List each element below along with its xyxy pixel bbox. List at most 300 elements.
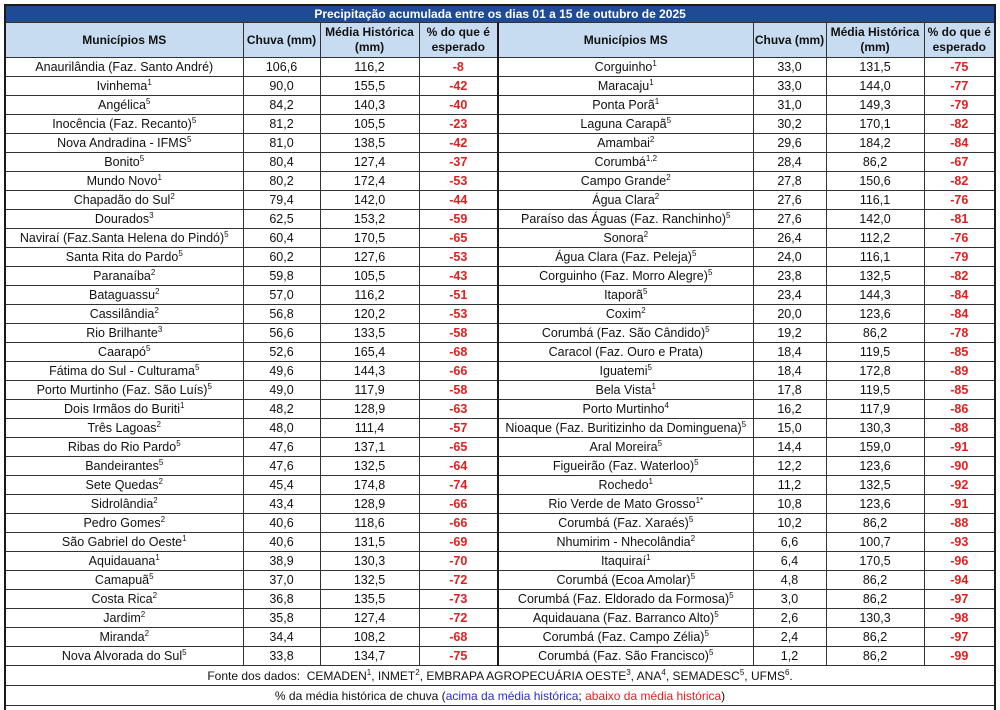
source-footnote-marker: 2	[641, 306, 645, 315]
percent-expected-value: -66	[419, 362, 498, 381]
media-historica-value: 127,4	[320, 153, 419, 172]
municipio-label: Nioaque (Faz. Buritizinho da Dominguena)	[505, 421, 741, 435]
chuva-value: 2,4	[753, 628, 826, 647]
source-name: SEMADESC	[672, 669, 739, 683]
bottom-row	[5, 706, 995, 710]
table-row	[5, 153, 995, 172]
media-historica-value: 172,8	[826, 362, 924, 381]
media-historica-value: 165,4	[320, 343, 419, 362]
chuva-value: 24,0	[753, 248, 826, 267]
municipio-name	[5, 533, 243, 552]
source-footnote-marker: 1	[649, 78, 653, 87]
percent-expected-value: -64	[419, 457, 498, 476]
source-footnote-marker: 1	[180, 401, 184, 410]
header-media-line2: (mm)	[860, 40, 889, 54]
percent-expected-value: -68	[419, 628, 498, 647]
municipio-label: Itaporã	[604, 288, 643, 302]
municipio-label: Corumbá (Ecoa Amolar)	[556, 573, 690, 587]
municipio-name	[5, 58, 243, 77]
source-footnote-marker: 5	[740, 668, 744, 677]
source-footnote-marker: 5	[726, 211, 730, 220]
percent-expected-value: -98	[924, 609, 995, 628]
table-row	[5, 419, 995, 438]
municipio-name	[5, 438, 243, 457]
media-historica-value: 130,3	[826, 609, 924, 628]
media-historica-value: 117,9	[320, 381, 419, 400]
media-historica-value: 144,3	[826, 286, 924, 305]
municipio-label: Iguatemi	[600, 364, 648, 378]
source-name: ANA	[637, 669, 662, 683]
municipio-name	[5, 172, 243, 191]
source-footnote-marker: 5	[648, 363, 652, 372]
chuva-value: 12,2	[753, 457, 826, 476]
municipio-name	[498, 628, 753, 647]
source-footnote-marker: 1	[182, 534, 186, 543]
source-footnote-marker: 4	[665, 401, 669, 410]
chuva-value: 80,4	[243, 153, 320, 172]
source-footnote-marker: 1	[652, 59, 656, 68]
source-footnote-marker: 5	[692, 249, 696, 258]
media-historica-value: 86,2	[826, 324, 924, 343]
percent-expected-value: -42	[419, 77, 498, 96]
municipio-label: Aral Moreira	[589, 440, 657, 454]
chuva-value: 26,4	[753, 229, 826, 248]
municipio-name	[498, 514, 753, 533]
chuva-value: 60,2	[243, 248, 320, 267]
source-list	[307, 669, 793, 683]
chuva-value: 3,0	[753, 590, 826, 609]
percent-expected-value: -68	[419, 343, 498, 362]
media-historica-value: 140,3	[320, 96, 419, 115]
percent-expected-value: -81	[924, 210, 995, 229]
chuva-value: 37,0	[243, 571, 320, 590]
legend-suffix: )	[721, 689, 725, 703]
municipio-name	[5, 305, 243, 324]
table-row	[5, 495, 995, 514]
legend-above-average: acima da média histórica	[446, 689, 579, 703]
source-separator: ,	[744, 669, 751, 683]
media-historica-value: 86,2	[826, 647, 924, 666]
source-footnote-marker: 3	[158, 325, 162, 334]
media-historica-value: 128,9	[320, 495, 419, 514]
table-row	[5, 58, 995, 77]
municipio-name	[5, 343, 243, 362]
municipio-name	[498, 153, 753, 172]
header-pct-line2: esperado	[933, 40, 986, 54]
media-historica-value: 123,6	[826, 305, 924, 324]
chuva-value: 27,6	[753, 191, 826, 210]
municipio-name	[498, 172, 753, 191]
media-historica-value: 132,5	[826, 476, 924, 495]
source-footnote-marker: 1	[649, 477, 653, 486]
source-footnote-marker: 1	[147, 78, 151, 87]
table-row	[5, 438, 995, 457]
source-footnote-marker: 5	[658, 439, 662, 448]
percent-expected-value: -99	[924, 647, 995, 666]
source-row	[5, 666, 995, 686]
media-historica-value: 116,2	[320, 286, 419, 305]
percent-expected-value: -85	[924, 343, 995, 362]
source-footnote-marker: 2	[153, 591, 157, 600]
header-chuva-right: Chuva (mm)	[753, 23, 826, 58]
source-footnote-marker: 2	[650, 135, 654, 144]
municipio-label: Anaurilândia (Faz. Santo André)	[35, 60, 213, 74]
table-row	[5, 267, 995, 286]
municipio-name	[5, 628, 243, 647]
media-historica-value: 127,6	[320, 248, 419, 267]
chuva-value: 18,4	[753, 343, 826, 362]
chuva-value: 30,2	[753, 115, 826, 134]
source-footnote-marker: 2	[655, 192, 659, 201]
chuva-value: 29,6	[753, 134, 826, 153]
municipio-label: Ponta Porã	[592, 98, 655, 112]
chuva-value: 23,4	[753, 286, 826, 305]
chuva-value: 36,8	[243, 590, 320, 609]
municipio-label: Angélica	[98, 98, 146, 112]
municipio-name	[5, 571, 243, 590]
media-historica-value: 120,2	[320, 305, 419, 324]
source-footnote-marker: 5	[207, 382, 211, 391]
chuva-value: 49,0	[243, 381, 320, 400]
header-media-left	[320, 23, 419, 58]
municipio-label: Porto Murtinho	[583, 402, 665, 416]
chuva-value: 15,0	[753, 419, 826, 438]
chuva-value: 48,0	[243, 419, 320, 438]
source-footnote-marker: 5	[704, 629, 708, 638]
percent-expected-value: -97	[924, 628, 995, 647]
chuva-value: 33,8	[243, 647, 320, 666]
color-legend	[5, 686, 995, 706]
municipio-name	[498, 191, 753, 210]
percent-expected-value: -93	[924, 533, 995, 552]
media-historica-value: 132,5	[826, 267, 924, 286]
source-footnote-marker: 5	[224, 230, 228, 239]
municipio-name	[498, 362, 753, 381]
source-footnote-marker: 3	[626, 668, 630, 677]
municipio-label: Nova Alvorada do Sul	[62, 649, 182, 663]
source-footnote-marker: 1	[652, 382, 656, 391]
percent-expected-value: -44	[419, 191, 498, 210]
data-sources	[5, 666, 995, 686]
source-footnote-marker: 5	[140, 154, 144, 163]
municipio-name	[5, 647, 243, 666]
media-historica-value: 142,0	[320, 191, 419, 210]
municipio-label: Água Clara (Faz. Peleja)	[555, 250, 692, 264]
media-historica-value: 116,1	[826, 248, 924, 267]
municipio-name	[498, 571, 753, 590]
municipio-name	[498, 400, 753, 419]
municipio-name	[5, 115, 243, 134]
table-row	[5, 476, 995, 495]
municipio-name	[498, 381, 753, 400]
media-historica-value: 131,5	[320, 533, 419, 552]
source-footnote-marker: 5	[714, 610, 718, 619]
table-row	[5, 286, 995, 305]
media-historica-value: 170,5	[320, 229, 419, 248]
table-row	[5, 134, 995, 153]
percent-expected-value: -86	[924, 400, 995, 419]
source-separator: .	[789, 669, 792, 683]
municipio-name	[498, 457, 753, 476]
media-historica-value: 86,2	[826, 590, 924, 609]
municipio-name	[498, 438, 753, 457]
table-row	[5, 571, 995, 590]
municipio-label: Nhumirim - Nhecolândia	[556, 535, 690, 549]
media-historica-value: 153,2	[320, 210, 419, 229]
municipio-label: Corumbá	[594, 155, 645, 169]
title-row	[5, 5, 995, 23]
header-municipios-right: Municípios MS	[498, 23, 753, 58]
municipio-name	[498, 495, 753, 514]
municipio-name	[5, 419, 243, 438]
municipio-name	[5, 552, 243, 571]
table-bottom-edge	[5, 706, 995, 710]
media-historica-value: 116,2	[320, 58, 419, 77]
percent-expected-value: -23	[419, 115, 498, 134]
percent-expected-value: -53	[419, 172, 498, 191]
media-historica-value: 86,2	[826, 153, 924, 172]
header-media-right	[826, 23, 924, 58]
media-historica-value: 132,5	[320, 571, 419, 590]
percent-expected-value: -40	[419, 96, 498, 115]
source-footnote-marker: 2	[415, 668, 419, 677]
municipio-name	[498, 229, 753, 248]
source-footnote-marker: 5	[689, 515, 693, 524]
municipio-label: Fátima do Sul - Culturama	[49, 364, 195, 378]
municipio-label: Santa Rita do Pardo	[66, 250, 179, 264]
percent-expected-value: -84	[924, 134, 995, 153]
municipio-label: Miranda	[99, 630, 144, 644]
header-media-line1: Média Histórica	[831, 25, 920, 39]
chuva-value: 17,8	[753, 381, 826, 400]
chuva-value: 106,6	[243, 58, 320, 77]
table-row	[5, 77, 995, 96]
header-pct-right	[924, 23, 995, 58]
source-footnote-marker: 5	[182, 648, 186, 657]
percent-expected-value: -37	[419, 153, 498, 172]
media-historica-value: 149,3	[826, 96, 924, 115]
percent-expected-value: -84	[924, 286, 995, 305]
municipio-name	[498, 58, 753, 77]
media-historica-value: 118,6	[320, 514, 419, 533]
source-footnote-marker: 1	[157, 173, 161, 182]
source-footnote-marker: 1	[367, 668, 371, 677]
municipio-name	[5, 229, 243, 248]
table-row	[5, 381, 995, 400]
municipio-label: Corumbá (Faz. Campo Zélia)	[543, 630, 705, 644]
header-media-line1: Média Histórica	[325, 25, 414, 39]
chuva-value: 4,8	[753, 571, 826, 590]
media-historica-value: 128,9	[320, 400, 419, 419]
municipio-name	[498, 305, 753, 324]
header-row	[5, 23, 995, 58]
chuva-value: 47,6	[243, 457, 320, 476]
media-historica-value: 144,0	[826, 77, 924, 96]
percent-expected-value: -96	[924, 552, 995, 571]
percent-expected-value: -97	[924, 590, 995, 609]
chuva-value: 6,4	[753, 552, 826, 571]
municipio-name	[5, 191, 243, 210]
source-footnote-marker: 2	[159, 477, 163, 486]
table-row	[5, 647, 995, 666]
percent-expected-value: -78	[924, 324, 995, 343]
source-footnote-marker: 2	[141, 610, 145, 619]
table-row	[5, 628, 995, 647]
municipio-label: Dourados	[95, 212, 149, 226]
percent-expected-value: -90	[924, 457, 995, 476]
municipio-label: São Gabriel do Oeste	[62, 535, 182, 549]
media-historica-value: 135,5	[320, 590, 419, 609]
municipio-label: Rio Brilhante	[86, 326, 158, 340]
municipio-name	[498, 533, 753, 552]
municipio-label: Paraíso das Águas (Faz. Ranchinho)	[521, 212, 726, 226]
header-pct-line2: esperado	[432, 40, 485, 54]
chuva-value: 60,4	[243, 229, 320, 248]
media-historica-value: 138,5	[320, 134, 419, 153]
municipio-label: Cassilândia	[90, 307, 155, 321]
chuva-value: 20,0	[753, 305, 826, 324]
municipio-name	[498, 77, 753, 96]
table-row	[5, 305, 995, 324]
municipio-label: Bonito	[104, 155, 139, 169]
chuva-value: 56,6	[243, 324, 320, 343]
media-historica-value: 155,5	[320, 77, 419, 96]
source-separator: ,	[631, 669, 637, 683]
municipio-label: Corumbá (Faz. São Cândido)	[542, 326, 705, 340]
chuva-value: 23,8	[753, 267, 826, 286]
percent-expected-value: -67	[924, 153, 995, 172]
chuva-value: 45,4	[243, 476, 320, 495]
municipio-name	[5, 324, 243, 343]
chuva-value: 11,2	[753, 476, 826, 495]
media-historica-value: 123,6	[826, 495, 924, 514]
municipio-name	[5, 400, 243, 419]
percent-expected-value: -57	[419, 419, 498, 438]
source-footnote-marker: 5	[691, 572, 695, 581]
municipio-label: Jardim	[103, 611, 141, 625]
table-row	[5, 96, 995, 115]
municipio-name	[498, 343, 753, 362]
percent-expected-value: -73	[419, 590, 498, 609]
media-historica-value: 86,2	[826, 514, 924, 533]
media-historica-value: 137,1	[320, 438, 419, 457]
source-footnote-marker: 5	[159, 458, 163, 467]
percent-expected-value: -53	[419, 248, 498, 267]
chuva-value: 1,2	[753, 647, 826, 666]
media-historica-value: 133,5	[320, 324, 419, 343]
media-historica-value: 86,2	[826, 571, 924, 590]
municipio-name	[498, 324, 753, 343]
source-name: EMBRAPA AGROPECUÁRIA OESTE	[426, 669, 626, 683]
chuva-value: 18,4	[753, 362, 826, 381]
percent-expected-value: -66	[419, 495, 498, 514]
source-footnote-marker: 2	[666, 173, 670, 182]
chuva-value: 6,6	[753, 533, 826, 552]
percent-expected-value: -82	[924, 172, 995, 191]
municipio-label: Sidrolândia	[91, 497, 154, 511]
municipio-label: Itaquiraí	[601, 554, 646, 568]
municipio-label: Paranaíba	[93, 269, 151, 283]
precipitation-report	[4, 4, 994, 710]
municipio-name	[498, 419, 753, 438]
municipio-name	[5, 476, 243, 495]
media-historica-value: 159,0	[826, 438, 924, 457]
municipio-label: Bela Vista	[595, 383, 651, 397]
percent-expected-value: -59	[419, 210, 498, 229]
municipio-name	[5, 609, 243, 628]
chuva-value: 2,6	[753, 609, 826, 628]
chuva-value: 19,2	[753, 324, 826, 343]
chuva-value: 52,6	[243, 343, 320, 362]
percent-expected-value: -88	[924, 419, 995, 438]
percent-expected-value: -91	[924, 495, 995, 514]
media-historica-value: 170,1	[826, 115, 924, 134]
media-historica-value: 130,3	[320, 552, 419, 571]
percent-expected-value: -53	[419, 305, 498, 324]
source-footnote-marker: 3	[149, 211, 153, 220]
source-footnote-marker: 2	[161, 515, 165, 524]
source-footnote-marker: 1	[155, 553, 159, 562]
media-historica-value: 108,2	[320, 628, 419, 647]
source-footnote-marker: 2	[170, 192, 174, 201]
municipio-label: Amambai	[597, 136, 650, 150]
percent-expected-value: -92	[924, 476, 995, 495]
source-footnote-marker: 5	[667, 116, 671, 125]
percent-expected-value: -89	[924, 362, 995, 381]
media-historica-value: 112,2	[826, 229, 924, 248]
source-footnote-marker: 5	[178, 249, 182, 258]
table-title: Precipitação acumulada entre os dias 01 a 15 de outubro de 2025	[5, 5, 995, 23]
municipio-name	[498, 134, 753, 153]
chuva-value: 81,0	[243, 134, 320, 153]
chuva-value: 47,6	[243, 438, 320, 457]
table-row	[5, 324, 995, 343]
table-row	[5, 590, 995, 609]
source-footnote-marker: 6	[785, 668, 789, 677]
source-name: CEMADEN	[307, 669, 367, 683]
municipio-label: Naviraí (Faz.Santa Helena do Pindó)	[20, 231, 224, 245]
chuva-value: 27,8	[753, 172, 826, 191]
municipio-name	[498, 267, 753, 286]
source-name: UFMS	[751, 669, 785, 683]
chuva-value: 14,4	[753, 438, 826, 457]
municipio-label: Laguna Carapã	[580, 117, 666, 131]
percent-expected-value: -70	[419, 552, 498, 571]
source-footnote-marker: 5	[187, 135, 191, 144]
media-historica-value: 127,4	[320, 609, 419, 628]
percent-expected-value: -58	[419, 324, 498, 343]
chuva-value: 40,6	[243, 533, 320, 552]
source-footnote-marker: 5	[149, 572, 153, 581]
header-media-line2: (mm)	[355, 40, 384, 54]
source-footnote-marker: 2	[644, 230, 648, 239]
percent-expected-value: -75	[924, 58, 995, 77]
municipio-name	[5, 134, 243, 153]
source-footnote-marker: 1	[655, 97, 659, 106]
municipio-label: Maracaju	[598, 79, 649, 93]
municipio-label: Três Lagoas	[88, 421, 157, 435]
media-historica-value: 119,5	[826, 343, 924, 362]
source-footnote-marker: 2	[151, 268, 155, 277]
municipio-name	[5, 457, 243, 476]
source-name: INMET	[378, 669, 415, 683]
percent-expected-value: -79	[924, 248, 995, 267]
municipio-name	[5, 362, 243, 381]
municipio-name	[498, 552, 753, 571]
chuva-value: 62,5	[243, 210, 320, 229]
municipio-label: Rio Verde de Mato Grosso	[548, 497, 695, 511]
media-historica-value: 123,6	[826, 457, 924, 476]
